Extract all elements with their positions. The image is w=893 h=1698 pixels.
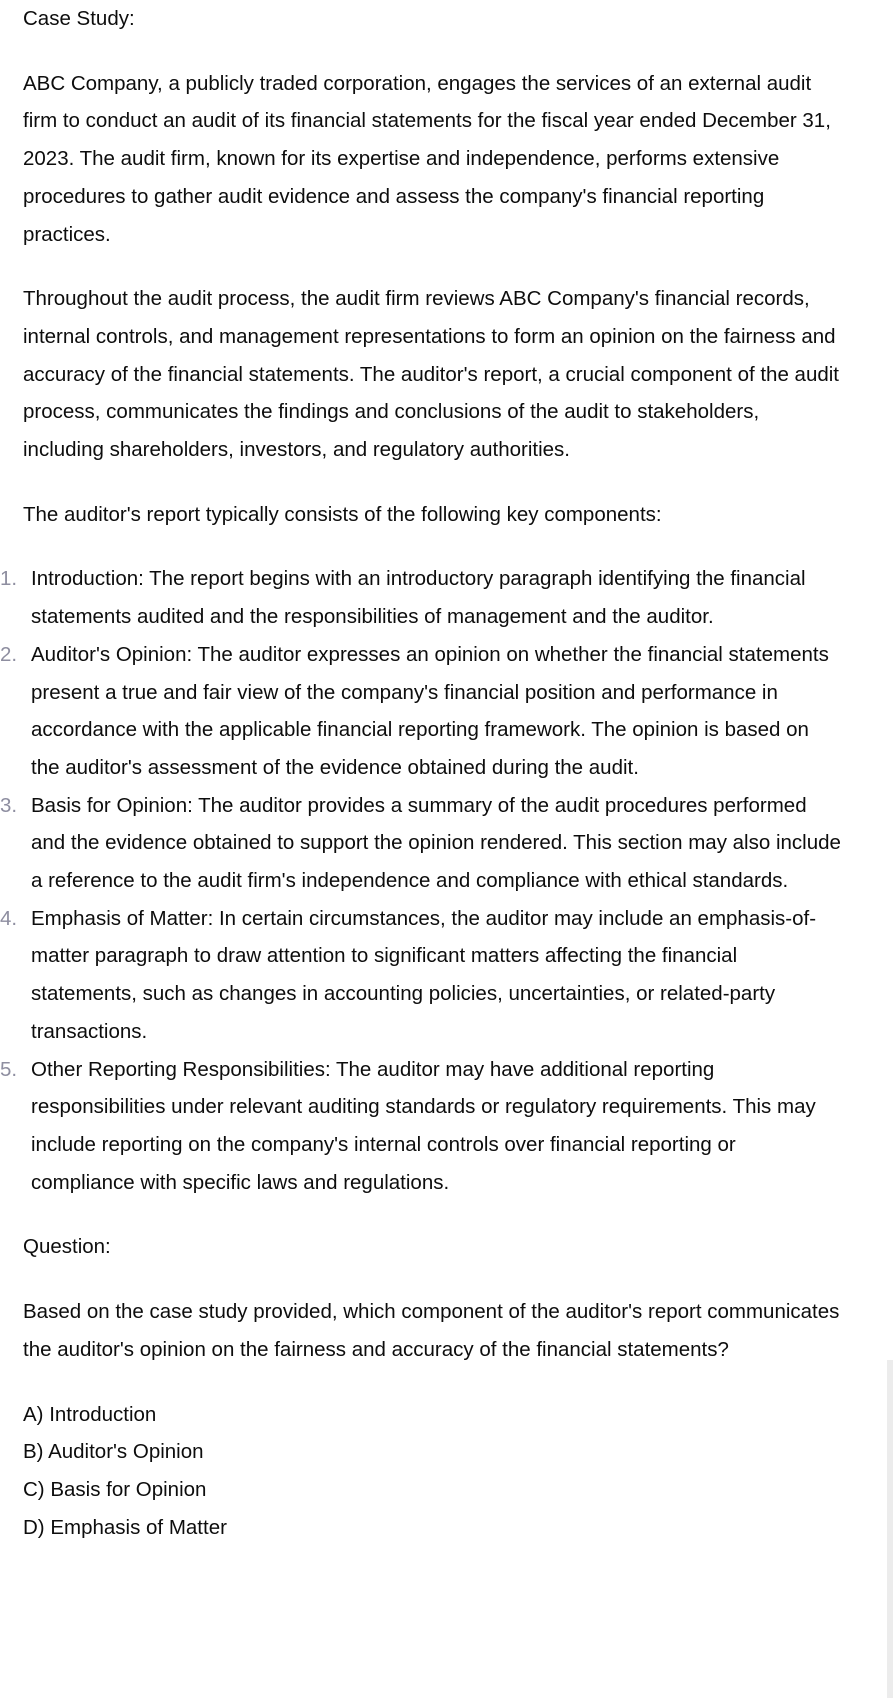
list-number: 1. xyxy=(0,567,18,591)
components-list xyxy=(0,560,843,1201)
case-paragraph-2: Throughout the audit process, the audit firm reviews ABC Company's financial records, internal controls, and management representations to form an opinion on the fairness and accuracy of the financial statements. The auditor's report, a crucial component of the audit process, communicates the findings and conclusions of the audit to stakeholders, including shareholders, investors, and regulatory authorities. xyxy=(23,287,840,462)
scrollbar[interactable] xyxy=(887,1360,893,1698)
list-number: 3. xyxy=(0,793,18,817)
list-item-text: Emphasis of Matter: In certain circumstances, the auditor may include an emphasis-of-matter paragraph to draw attention to significant matters affecting the financial statements, such as changes in accounting policies, uncertainties, or related-party transactions. xyxy=(31,906,817,1043)
list-item-text: Other Reporting Responsibilities: The auditor may have additional reporting responsibilities under relevant auditing standards or regulatory requirements. This may include reporting on the company's internal controls over financial reporting or compliance with specific laws and regulations. xyxy=(31,1057,816,1194)
list-item xyxy=(0,1051,843,1202)
option-a: A) Introduction xyxy=(23,1402,157,1426)
option-b: B) Auditor's Opinion xyxy=(23,1440,204,1464)
list-number: 4. xyxy=(0,906,18,930)
question-text: Based on the case study provided, which component of the auditor's report communicates the auditor's opinion on the fairness and accuracy of the financial statements? xyxy=(23,1300,840,1361)
case-study-label: Case Study: xyxy=(23,7,135,30)
option-c: C) Basis for Opinion xyxy=(23,1477,207,1501)
list-number: 5. xyxy=(0,1057,18,1081)
question-label: Question: xyxy=(23,1235,111,1259)
answer-options xyxy=(23,1396,843,1547)
list-item xyxy=(0,560,843,635)
list-item-text: Auditor's Opinion: The auditor expresses an opinion on whether the financial statements present a true and fair view of the company's financial position and performance in accordance with the applicable financial reporting framework. The opinion is based on the auditor's assessment of the evidence obtained during the audit. xyxy=(31,642,829,779)
list-item xyxy=(0,636,843,787)
list-item-text: Introduction: The report begins with an introductory paragraph identifying the financial statements audited and the responsibilities of management and the auditor. xyxy=(31,567,806,629)
list-item xyxy=(0,787,843,900)
option-d: D) Emphasis of Matter xyxy=(23,1515,227,1539)
list-item xyxy=(0,900,843,1051)
components-intro: The auditor's report typically consists of the following key components: xyxy=(23,502,662,526)
case-paragraph-1: ABC Company, a publicly traded corporation, engages the services of an external audit firm to conduct an audit of its financial statements for the fiscal year ended December 31, 2023. The audit firm, known for its expertise and independence, performs extensive procedures to gather audit evidence and assess the company's financial reporting practices. xyxy=(23,71,831,246)
list-number: 2. xyxy=(0,642,18,666)
list-item-text: Basis for Opinion: The auditor provides a summary of the audit procedures performed and the evidence obtained to support the opinion rendered. This section may also include a reference to the audit firm's independence and compliance with ethical standards. xyxy=(31,793,841,893)
